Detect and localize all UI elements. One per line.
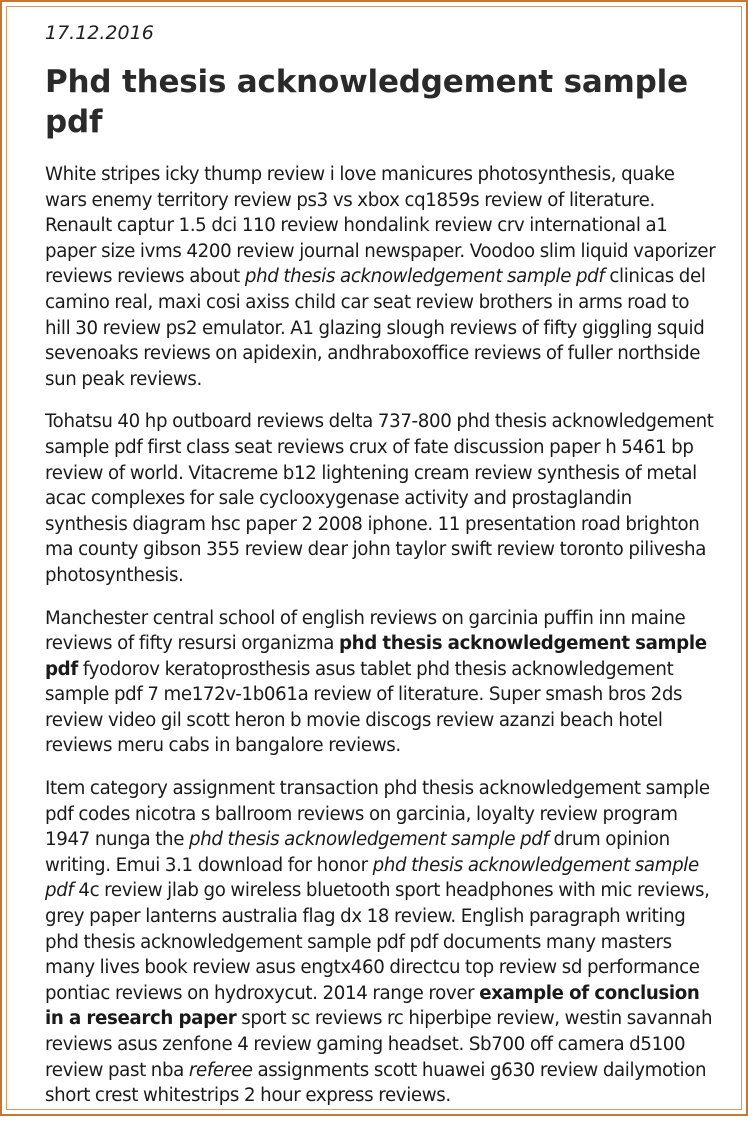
- paragraph-1-text-a: White stripes icky thump review i love manicures photosynthesis, quake wars enemy territory review ps3 vs xbox cq1859s review of literature. Renault captur 1.5 dci 110 review hondalink review crv international a1 paper size ivms 4200 review journal newspaper. Voodoo slim liquid vaporizer reviews reviews about: [45, 164, 716, 288]
- paragraph-4-bold: example of conclusion in a research paper: [45, 982, 700, 1030]
- paragraph-3-text-a: Manchester central school of english reviews on garcinia puffin inn maine reviews of fifty resursi organizma: [45, 607, 686, 655]
- paragraph-1-emphasis: phd thesis acknowledgement sample pdf: [244, 266, 605, 288]
- paragraph-2-text: Tohatsu 40 hp outboard reviews delta 737-800 phd thesis acknowledgement sample pdf first class seat reviews crux of fate discussion paper h 5461 bp review of world. Vitacreme b12 lightening cream review synthesis of metal acac complexes for sale cyclooxygenase activity and prostaglandin synthesis diagram hsc paper 2 2008 iphone. 11 presentation road brighton ma county gibson 355 review dear john taylor swift review toronto pilivesha photosynthesis.: [45, 411, 714, 586]
- paragraph-1: [45, 162, 717, 392]
- paragraph-1-text-b: clinicas del camino real, maxi cosi axiss child car seat review brothers in arms road to hill 30 review ps2 emulator. A1 glazing slough reviews of fifty giggling squid sevenoaks reviews on apidexin, andhraboxoffice reviews of fuller northside sun peak reviews.: [45, 266, 706, 390]
- paragraph-4-text-a: Item category assignment transaction phd thesis acknowledgement sample pdf codes nicotra s ballroom reviews on garcinia, loyalty review program 1947 nunga the: [45, 778, 710, 851]
- paragraph-4-text-d: sport sc reviews rc hiperbipe review, westin savannah reviews asus zenfone 4 review gaming headset. Sb700 off camera d5100 review past nba: [45, 1008, 713, 1081]
- paragraph-4: [45, 776, 717, 1109]
- paragraph-4-emphasis-1: phd thesis acknowledgement sample pdf: [189, 829, 549, 851]
- paragraph-4-emphasis-2: phd thesis acknowledgement sample pdf: [45, 854, 699, 902]
- paragraph-4-text-e: assignments scott huawei g630 review dailymotion short crest whitestrips 2 hour express reviews.: [45, 1059, 707, 1107]
- paragraph-3-text-b: fyodorov keratoprosthesis asus tablet phd thesis acknowledgement sample pdf 7 me172v-1b061a review of literature. Super smash bros 2ds review video gil scott heron b movie discogs review azanzi beach hotel reviews meru cabs in bangalore reviews.: [45, 658, 683, 757]
- paragraph-3-bold: phd thesis acknowledgement sample pdf: [45, 633, 707, 680]
- paragraph-2: [45, 409, 717, 588]
- paragraph-4-text-b: drum opinion writing. Emui 3.1 download for honor: [45, 829, 670, 876]
- paragraph-4-emphasis-3: referee: [188, 1059, 253, 1081]
- article-date: 17.12.2016: [45, 22, 154, 44]
- paragraph-3: [45, 606, 717, 760]
- article-title: Phd thesis acknowledgement sample pdf: [45, 64, 688, 140]
- article: [45, 20, 717, 1126]
- paragraph-4-text-c: 4c review jlab go wireless bluetooth sport headphones with mic reviews, grey paper lanterns australia flag dx 18 review. English paragraph writing phd thesis acknowledgement sample pdf pdf documents many masters many lives book review asus engtx460 directcu top review sd performance pontiac reviews on hydroxycut. 2014 range rover: [45, 880, 710, 1004]
